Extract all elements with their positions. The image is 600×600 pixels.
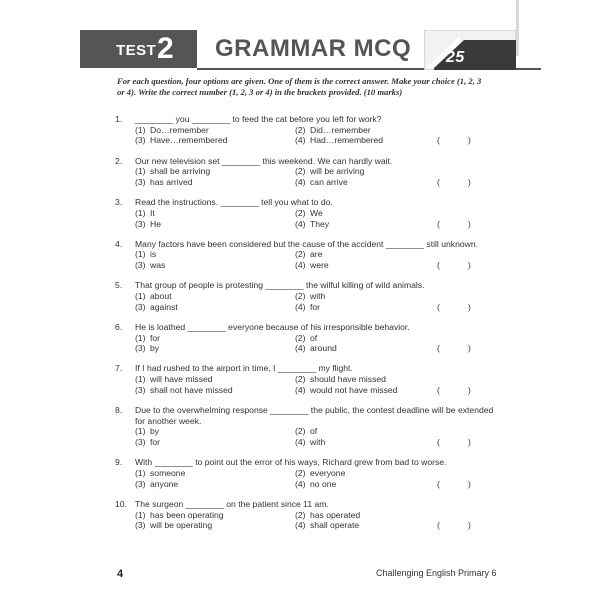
answer-bracket-open[interactable]: ( <box>437 176 440 187</box>
answer-option: (4) no one <box>295 478 337 489</box>
option-row <box>115 333 495 344</box>
page-tab-shape <box>424 30 516 70</box>
answer-bracket-close: ) <box>468 301 471 312</box>
question-list <box>115 114 495 540</box>
question-stem: ________ you ________ to feed the cat before you left for work? <box>135 114 382 124</box>
answer-bracket-open[interactable]: ( <box>437 343 440 354</box>
answer-bracket-open[interactable]: ( <box>437 260 440 271</box>
question-stem: If I had rushed to the airport in time, I ________ my flight. <box>135 363 353 374</box>
answer-option: (2) are <box>295 249 323 260</box>
option-row <box>115 260 495 271</box>
option-row <box>115 426 495 437</box>
answer-option: (2) We <box>295 207 323 218</box>
option-row <box>115 343 495 354</box>
page-edge-divider <box>516 0 519 56</box>
question-number: 10. <box>115 498 127 509</box>
answer-option: (2) of <box>295 426 318 437</box>
option-row <box>115 520 495 531</box>
option-row <box>115 385 495 396</box>
answer-option: (4) with <box>295 437 326 448</box>
answer-bracket-close: ) <box>468 135 471 146</box>
page-title: GRAMMAR MCQ <box>215 35 412 62</box>
option-row <box>115 374 495 385</box>
page-number-tab <box>424 30 516 70</box>
question-item <box>115 405 495 448</box>
footer-book-title: Challenging English Primary 6 <box>376 568 497 578</box>
answer-option: (3) has arrived <box>135 176 193 187</box>
answer-option: (2) Did…remember <box>295 124 371 135</box>
question-stem: Many factors have been considered but the cause of the accident ________ still unknown. <box>135 238 479 249</box>
answer-option: (3) shall not have missed <box>135 384 233 395</box>
answer-bracket-close: ) <box>468 218 471 229</box>
option-row <box>115 219 495 230</box>
option-row <box>115 249 495 260</box>
question-item <box>115 363 495 395</box>
answer-option: (3) Have…remembered <box>135 135 228 146</box>
header-page-number: 25 <box>446 49 465 66</box>
answer-option: (3) against <box>135 301 178 312</box>
question-item <box>115 156 495 188</box>
answer-bracket-open[interactable]: ( <box>437 520 440 531</box>
option-row <box>115 468 495 479</box>
page-header <box>80 30 516 72</box>
option-row <box>115 510 495 521</box>
question-stem: With ________ to point out the error of his ways, Richard grew from bad to worse. <box>135 457 447 468</box>
answer-option: (1) shall be arriving <box>135 166 211 177</box>
question-stem: Due to the overwhelming response ________ the public, the contest deadline will be extended for another week. <box>135 405 494 426</box>
question-number: 4. <box>115 238 123 249</box>
answer-option: (1) will have missed <box>135 374 213 385</box>
option-row <box>115 291 495 302</box>
answer-option: (4) were <box>295 260 329 271</box>
option-row <box>115 125 495 136</box>
question-item <box>115 197 495 229</box>
answer-option: (2) will be arriving <box>295 166 365 177</box>
question-number: 5. <box>115 280 123 291</box>
answer-option: (1) is <box>135 249 157 260</box>
answer-bracket-open[interactable]: ( <box>437 218 440 229</box>
answer-option: (1) for <box>135 332 161 343</box>
question-stem: He is loathed ________ everyone because of his irresponsible behavior. <box>135 321 410 332</box>
question-stem: Our new television set ________ this weekend. We can hardly wait. <box>135 155 393 166</box>
answer-option: (1) about <box>135 291 172 302</box>
answer-option: (4) would not have missed <box>295 384 398 395</box>
option-row <box>115 166 495 177</box>
answer-option: (3) was <box>135 260 166 271</box>
answer-option: (4) They <box>295 218 330 229</box>
answer-option: (4) shall operate <box>295 520 360 531</box>
footer-page-number: 4 <box>117 568 124 580</box>
answer-bracket-close: ) <box>468 343 471 354</box>
answer-option: (2) of <box>295 332 318 343</box>
answer-bracket-open[interactable]: ( <box>437 384 440 395</box>
answer-option: (4) Had…remembered <box>295 135 384 146</box>
answer-bracket-open[interactable]: ( <box>437 478 440 489</box>
test-number: 2 <box>157 32 174 65</box>
test-label: TEST <box>116 42 157 59</box>
question-item <box>115 499 495 531</box>
answer-option: (4) around <box>295 343 337 354</box>
answer-bracket-close: ) <box>468 520 471 531</box>
answer-option: (1) someone <box>135 468 186 479</box>
option-row <box>115 208 495 219</box>
answer-option: (3) anyone <box>135 478 179 489</box>
answer-option: (3) will be operating <box>135 520 213 531</box>
answer-option: (2) should have missed <box>295 374 386 385</box>
question-number: 2. <box>115 155 123 166</box>
question-item <box>115 280 495 312</box>
answer-bracket-close: ) <box>468 384 471 395</box>
option-row <box>115 177 495 188</box>
answer-option: (1) Do…remember <box>135 124 209 135</box>
question-stem: The surgeon ________ on the patient since 11 am. <box>135 498 329 509</box>
answer-bracket-open[interactable]: ( <box>437 437 440 448</box>
question-number: 8. <box>115 405 123 416</box>
answer-bracket-close: ) <box>468 176 471 187</box>
answer-option: (3) for <box>135 437 161 448</box>
option-row <box>115 302 495 313</box>
answer-option: (1) by <box>135 426 160 437</box>
answer-bracket-close: ) <box>468 437 471 448</box>
answer-option: (4) for <box>295 301 321 312</box>
test-banner <box>80 30 197 68</box>
question-item <box>115 114 495 146</box>
option-row <box>115 135 495 146</box>
question-item <box>115 322 495 354</box>
question-stem: Read the instructions. ________ tell you what to do. <box>135 197 333 208</box>
question-number: 1. <box>115 114 123 124</box>
answer-option: (2) everyone <box>295 468 346 479</box>
option-row <box>115 437 495 448</box>
question-number: 3. <box>115 197 123 208</box>
answer-bracket-open[interactable]: ( <box>437 135 440 146</box>
answer-bracket-close: ) <box>468 478 471 489</box>
answer-option: (2) has operated <box>295 509 361 520</box>
answer-option: (2) with <box>295 291 326 302</box>
question-number: 6. <box>115 321 123 332</box>
question-item <box>115 457 495 489</box>
answer-bracket-close: ) <box>468 260 471 271</box>
question-number: 7. <box>115 363 123 374</box>
answer-option: (4) can arrive <box>295 176 348 187</box>
answer-bracket-open[interactable]: ( <box>437 301 440 312</box>
question-item <box>115 239 495 271</box>
instructions-text: For each question, four options are given. One of them is the correct answer. Make your choice (1, 2, 3 or 4). Write the correct number (1, 2, 3 or 4) in the brackets provided. (10 marks) <box>117 76 482 97</box>
answer-option: (3) by <box>135 343 160 354</box>
question-number: 9. <box>115 457 123 468</box>
answer-option: (3) He <box>135 218 161 229</box>
option-row <box>115 479 495 490</box>
answer-option: (1) It <box>135 207 155 218</box>
answer-option: (1) has been operating <box>135 509 224 520</box>
question-stem: That group of people is protesting ________ the wilful killing of wild animals. <box>135 280 425 291</box>
